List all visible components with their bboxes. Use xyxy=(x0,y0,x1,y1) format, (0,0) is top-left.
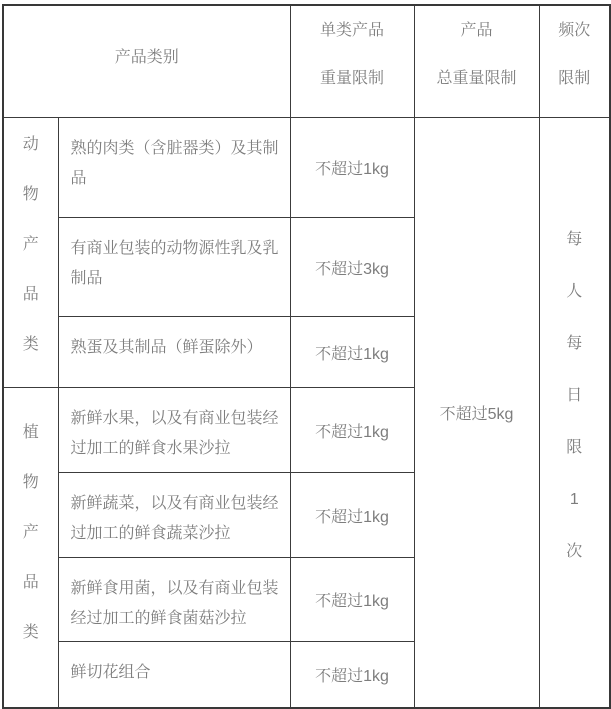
frequency-char: 人 xyxy=(566,283,583,301)
table-row xyxy=(3,118,610,218)
header-total-weight-limit-line1: 产品 xyxy=(460,22,493,39)
single-weight-limit-cell: 不超过3kg xyxy=(290,218,414,317)
frequency-char: 次 xyxy=(566,543,583,561)
product-name-cell: 新鲜蔬菜，以及有商业包装经过加工的鲜食蔬菜沙拉 xyxy=(58,473,290,558)
product-name-cell: 新鲜食用菌，以及有商业包装经过加工的鲜食菌菇沙拉 xyxy=(58,558,290,642)
product-name-cell: 熟的肉类（含脏器类）及其制品 xyxy=(58,118,290,218)
header-single-weight-limit xyxy=(290,5,414,118)
category-char: 类 xyxy=(22,624,39,642)
header-total-weight-limit-line2: 总重量限制 xyxy=(436,70,517,87)
frequency-char: 日 xyxy=(566,387,583,405)
header-frequency-limit xyxy=(539,5,610,118)
single-weight-limit-cell: 不超过1kg xyxy=(290,558,414,642)
single-weight-limit-cell: 不超过1kg xyxy=(290,473,414,558)
product-limits-table xyxy=(2,4,611,709)
header-product-category-label: 产品类别 xyxy=(114,48,179,66)
category-char: 物 xyxy=(22,474,39,492)
header-product-category xyxy=(3,5,290,118)
product-name-cell: 有商业包装的动物源性乳及乳制品 xyxy=(58,218,290,317)
header-frequency-limit-line1: 频次 xyxy=(558,22,591,39)
header-frequency-limit-line2: 限制 xyxy=(558,70,591,87)
single-weight-limit-cell: 不超过1kg xyxy=(290,317,414,388)
frequency-char: 每 xyxy=(566,231,583,249)
single-weight-limit-cell: 不超过1kg xyxy=(290,388,414,473)
single-weight-limit-cell: 不超过1kg xyxy=(290,118,414,218)
header-total-weight-limit xyxy=(414,5,539,118)
category-char: 植 xyxy=(22,424,39,442)
product-name-cell: 熟蛋及其制品（鲜蛋除外） xyxy=(58,317,290,388)
frequency-limit-cell xyxy=(539,118,610,708)
table-header-row xyxy=(3,5,610,118)
total-weight-limit-cell: 不超过5kg xyxy=(414,118,539,708)
category-char: 品 xyxy=(22,574,39,592)
product-name-cell: 新鲜水果，以及有商业包装经过加工的鲜食水果沙拉 xyxy=(58,388,290,473)
frequency-char: 限 xyxy=(566,439,583,457)
category-char: 类 xyxy=(22,335,39,353)
frequency-char: 1 xyxy=(569,491,579,509)
product-name-cell: 鲜切花组合 xyxy=(58,642,290,708)
category-cell-animal-products xyxy=(3,118,58,388)
category-char: 产 xyxy=(22,524,39,542)
category-vertical-label xyxy=(5,120,57,370)
header-single-weight-limit-line1: 单类产品 xyxy=(320,22,385,39)
category-char: 动 xyxy=(22,135,39,153)
category-cell-plant-products xyxy=(3,388,58,708)
frequency-char: 每 xyxy=(566,335,583,353)
category-char: 产 xyxy=(22,235,39,253)
category-vertical-label xyxy=(5,408,57,658)
single-weight-limit-cell: 不超过1kg xyxy=(290,642,414,708)
frequency-vertical-label xyxy=(541,214,609,578)
category-char: 物 xyxy=(22,185,39,203)
header-single-weight-limit-line2: 重量限制 xyxy=(320,70,385,87)
category-char: 品 xyxy=(22,285,39,303)
